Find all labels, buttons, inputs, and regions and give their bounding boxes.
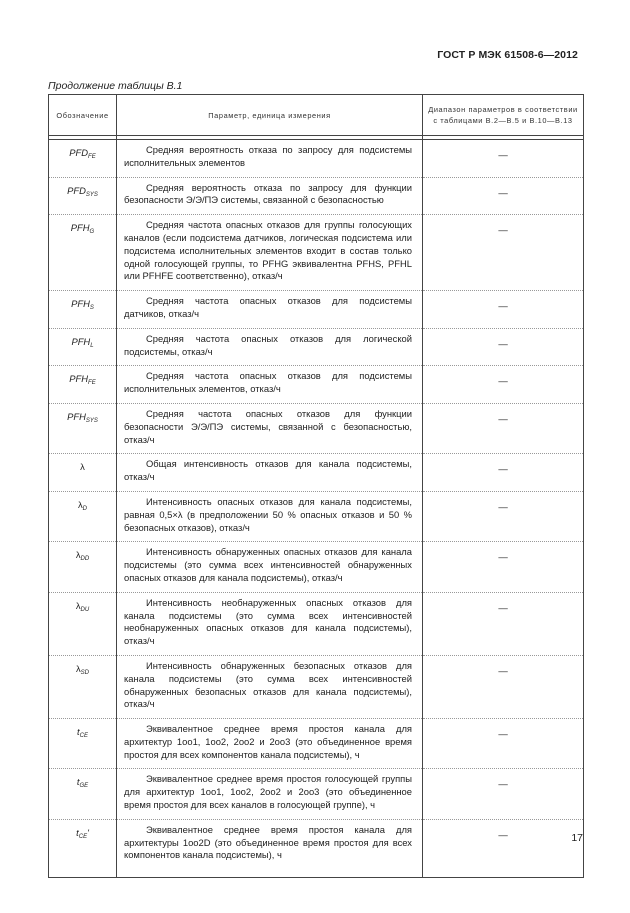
- symbol-base: PFD: [69, 147, 89, 158]
- table-row: [49, 366, 584, 404]
- symbol-cell: [49, 403, 117, 453]
- symbol-subscript: D: [82, 505, 88, 512]
- parameter-range-cell: —: [423, 328, 584, 366]
- parameter-range-cell: —: [423, 366, 584, 404]
- symbol-cell: [49, 719, 117, 769]
- symbol-base: t: [77, 726, 80, 738]
- parameter-description-cell: Средняя частота опасных отказов для подсистемы датчиков, отказ/ч: [117, 291, 423, 329]
- document-header-standard: ГОСТ Р МЭК 61508-6—2012: [437, 49, 578, 61]
- column-header-range: Диапазон параметров в соответствии с таблицами В.2—В.5 и В.10—В.13: [423, 95, 584, 136]
- table-row: [49, 140, 584, 178]
- symbol-base: λ: [75, 549, 81, 561]
- symbol-subscript: CE: [78, 833, 88, 840]
- symbol-cell: [49, 655, 117, 718]
- parameter-description-cell: Средняя вероятность отказа по запросу для подсистемы исполнительных элементов: [117, 140, 423, 178]
- symbol-subscript: GE: [79, 783, 89, 790]
- table-row: [49, 719, 584, 769]
- symbol-subscript: DD: [80, 556, 90, 563]
- parameter-range-cell: —: [423, 719, 584, 769]
- symbol-cell: [49, 366, 117, 404]
- table-row: [49, 491, 584, 541]
- symbol-cell: [49, 140, 117, 178]
- parameter-description-cell: Эквивалентное среднее время простоя канала для архитектур 1oo1, 1oo2, 2oo2 и 2oo3 (это объединенное время простоя для всех компонентов канала подсистемы), ч: [117, 719, 423, 769]
- symbol-base: PFD: [67, 184, 86, 196]
- table-row: [49, 328, 584, 366]
- parameter-description-cell: Эквивалентное среднее время простоя канала для архитектуры 1oo2D (это объединенное время простоя для всех компонентов канала подсистемы), ч: [117, 819, 423, 877]
- symbol-base: PFH: [71, 298, 90, 310]
- parameter-range-cell: —: [423, 769, 584, 819]
- symbol-cell: [49, 542, 117, 592]
- symbol-subscript: DU: [80, 606, 90, 613]
- parameter-range-cell: —: [423, 454, 584, 492]
- symbol-subscript: FE: [88, 380, 96, 387]
- symbol-cell: [49, 328, 117, 366]
- symbol-subscript: G: [89, 229, 95, 236]
- symbol-cell: [49, 454, 117, 492]
- symbol-base: PFH: [70, 222, 90, 234]
- parameter-description-cell: Интенсивность обнаруженных безопасных отказов для канала подсистемы (это сумма всех интенсивностей обнаруженных безопасных отказов для канала подсистемы), отказ/ч: [117, 655, 423, 718]
- symbol-subscript: SYS: [85, 417, 98, 424]
- symbol-subscript: L: [90, 342, 94, 349]
- parameter-range-cell: —: [423, 177, 584, 215]
- parameter-description-cell: Интенсивность обнаруженных опасных отказов для канала подсистемы (это сумма всех интенсивностей обнаруженных опасных отказов для канала подсистемы), отказ/ч: [117, 542, 423, 592]
- parameter-range-cell: —: [423, 819, 584, 877]
- parameter-description-cell: Средняя частота опасных отказов для подсистемы исполнительных элементов, отказ/ч: [117, 366, 423, 404]
- symbol-cell: [49, 215, 117, 291]
- parameter-range-cell: —: [423, 403, 584, 453]
- parameter-range-cell: —: [423, 291, 584, 329]
- parameter-range-cell: —: [423, 491, 584, 541]
- parameter-description-cell: Общая интенсивность отказов для канала подсистемы, отказ/ч: [117, 454, 423, 492]
- symbol-base: t: [76, 826, 79, 838]
- parameter-range-cell: —: [423, 655, 584, 718]
- table-row: [49, 819, 584, 877]
- table-row: [49, 177, 584, 215]
- column-header-parameter: Параметр, единица измерения: [117, 95, 423, 136]
- parameter-description-cell: Средняя частота опасных отказов для логической подсистемы, отказ/ч: [117, 328, 423, 366]
- symbol-cell: [49, 177, 117, 215]
- column-header-symbol: Обозначение: [49, 95, 117, 136]
- symbol-base: PFH: [71, 335, 91, 347]
- table-row: [49, 542, 584, 592]
- parameter-description-cell: Интенсивность опасных отказов для канала подсистемы, равная 0,5×λ (в предположении 50 % опасных отказов и 50 % безопасных отказов), отказ/ч: [117, 491, 423, 541]
- parameter-range-cell: —: [423, 215, 584, 291]
- symbol-base: PFH: [67, 410, 86, 422]
- symbol-cell: [49, 491, 117, 541]
- table-caption: Продолжение таблицы В.1: [48, 80, 183, 92]
- symbol-prime: ': [87, 826, 89, 838]
- parameter-range-cell: —: [423, 592, 584, 655]
- parameter-description-cell: Средняя частота опасных отказов для функции безопасности Э/Э/ПЭ системы, связанной с безопасностью, отказ/ч: [117, 403, 423, 453]
- symbol-base: PFH: [69, 373, 89, 385]
- symbol-subscript: SD: [80, 669, 90, 676]
- symbol-base: t: [76, 776, 80, 788]
- parameter-range-cell: —: [423, 140, 584, 178]
- table-body: [49, 140, 584, 878]
- symbol-subscript: FE: [88, 154, 96, 160]
- symbol-subscript: CE: [79, 733, 88, 740]
- symbol-subscript: SYS: [85, 191, 98, 198]
- table-row: [49, 291, 584, 329]
- symbol-base: λ: [77, 498, 83, 510]
- parameter-description-cell: Средняя частота опасных отказов для группы голосующих каналов (если подсистема датчиков, логическая подсистема или подсистема исполнительных элементов входит в состав только одной голосующей группы, то PFHG эквивалентна PFHS, PFHL или PFHFE соответственно), отказ/ч: [117, 215, 423, 291]
- table-row: [49, 769, 584, 819]
- parameter-description-cell: Средняя вероятность отказа по запросу для функции безопасности Э/Э/ПЭ системы, связанной с безопасностью: [117, 177, 423, 215]
- parameter-description-cell: Эквивалентное среднее время простоя голосующей группы для архитектур 1oo1, 1oo2, 2oo2 и 2oo3 (это объединенное время простоя для всех каналов в голосующей группе), ч: [117, 769, 423, 819]
- symbol-subscript: S: [89, 305, 94, 312]
- table-row: [49, 215, 584, 291]
- page-number: 17: [571, 832, 583, 844]
- symbol-base: λ: [75, 662, 81, 674]
- symbol-cell: [49, 769, 117, 819]
- table-row: [49, 403, 584, 453]
- parameters-table: [48, 94, 584, 878]
- parameter-range-cell: —: [423, 542, 584, 592]
- parameter-description-cell: Интенсивность необнаруженных опасных отказов для канала подсистемы (это сумма всех интенсивностей необнаруженных опасных отказов для канала подсистемы), отказ/ч: [117, 592, 423, 655]
- symbol-cell: [49, 291, 117, 329]
- table-row: [49, 592, 584, 655]
- table-header-row: [49, 95, 584, 136]
- symbol-base: λ: [75, 599, 81, 611]
- symbol-base: λ: [80, 461, 85, 473]
- symbol-cell: [49, 819, 117, 877]
- table-row: [49, 454, 584, 492]
- table-row: [49, 655, 584, 718]
- symbol-cell: [49, 592, 117, 655]
